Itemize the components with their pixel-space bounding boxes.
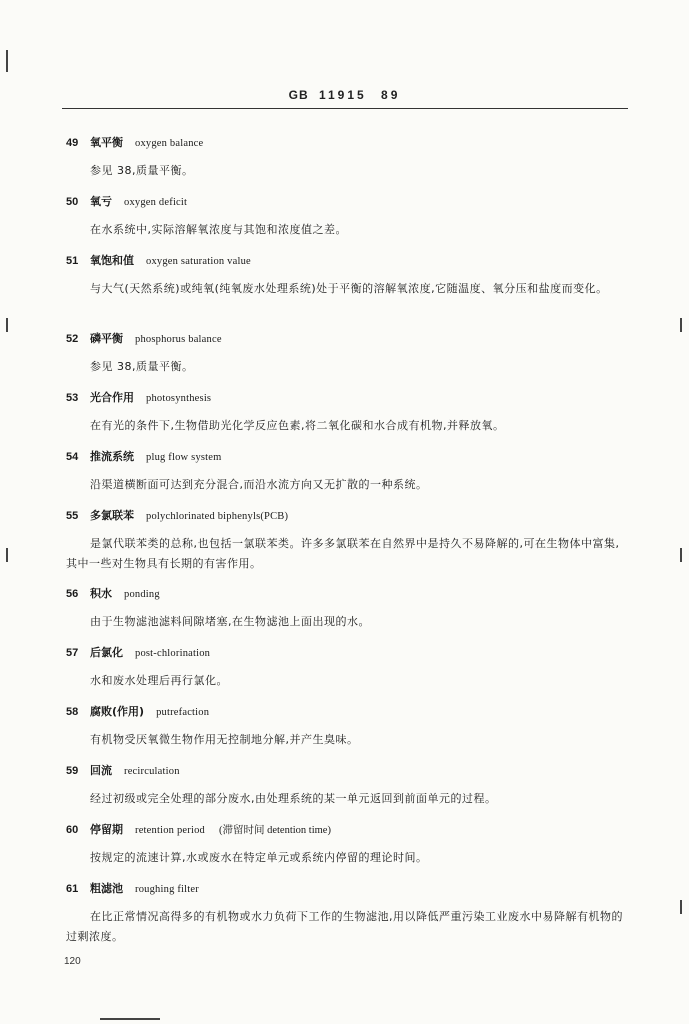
term-number: 55	[66, 510, 79, 522]
term-english: photosynthesis	[146, 393, 212, 404]
term-entry	[0, 699, 689, 758]
term-heading	[66, 821, 331, 837]
scan-mark	[680, 900, 682, 914]
term-number: 52	[66, 333, 79, 345]
scan-mark	[680, 318, 682, 332]
term-definition: 水和废水处理后再行氯化。	[90, 674, 228, 687]
term-synonym: (滞留时间 detention time)	[218, 825, 331, 836]
standard-year: 89	[381, 88, 401, 102]
term-chinese: 推流系统	[90, 450, 134, 463]
term-number: 54	[66, 451, 79, 463]
term-definition: 按规定的流速计算,水或废水在特定单元或系统内停留的理论时间。	[90, 851, 428, 864]
term-heading	[66, 644, 210, 660]
term-heading	[66, 703, 209, 719]
term-english: polychlorinated biphenyls(PCB)	[146, 511, 289, 522]
scan-mark	[6, 548, 8, 562]
term-entry	[0, 189, 689, 248]
term-heading	[66, 448, 222, 464]
term-chinese: 回流	[90, 764, 112, 777]
term-chinese: 粗滤池	[90, 882, 123, 895]
term-number: 49	[66, 137, 79, 149]
term-definition: 参见 38,质量平衡。	[90, 164, 194, 177]
term-chinese: 腐败(作用)	[90, 705, 145, 718]
term-heading	[66, 762, 180, 778]
scan-mark	[100, 1018, 160, 1020]
standard-code: GB	[288, 88, 309, 102]
term-number: 61	[66, 883, 79, 895]
header-rule	[62, 108, 628, 109]
term-heading	[66, 193, 187, 209]
term-heading	[66, 389, 211, 405]
term-entry	[0, 758, 689, 817]
term-number: 59	[66, 765, 79, 777]
term-number: 60	[66, 824, 79, 836]
term-entry	[0, 817, 689, 876]
term-entry	[0, 130, 689, 189]
term-entry	[0, 503, 689, 581]
term-heading	[66, 252, 251, 268]
term-number: 53	[66, 392, 79, 404]
term-entry	[0, 248, 689, 326]
term-chinese: 氧平衡	[90, 136, 123, 149]
term-chinese: 后氯化	[90, 646, 123, 659]
term-definition: 在水系统中,实际溶解氧浓度与其饱和浓度值之差。	[90, 223, 347, 236]
term-definition: 在有光的条件下,生物借助光化学反应色素,将二氧化碳和水合成有机物,并释放氧。	[90, 419, 505, 432]
term-english: recirculation	[124, 766, 180, 777]
term-chinese: 磷平衡	[90, 332, 123, 345]
term-english: oxygen balance	[135, 138, 204, 149]
term-chinese: 光合作用	[90, 391, 134, 404]
term-chinese: 氧饱和值	[90, 254, 134, 267]
term-entry	[0, 444, 689, 503]
term-english: post-chlorination	[135, 648, 211, 659]
term-number: 58	[66, 706, 79, 718]
term-number: 51	[66, 255, 79, 267]
term-number: 57	[66, 647, 79, 659]
term-definition: 经过初级或完全处理的部分废水,由处理系统的某一单元返回到前面单元的过程。	[90, 792, 497, 805]
term-heading	[66, 507, 288, 523]
term-english: putrefaction	[156, 707, 210, 718]
term-entry	[0, 581, 689, 640]
scan-mark	[680, 548, 682, 562]
term-definition: 有机物受厌氧微生物作用无控制地分解,并产生臭味。	[90, 733, 359, 746]
term-chinese: 停留期	[90, 823, 123, 836]
term-definition: 与大气(天然系统)或纯氧(纯氧废水处理系统)处于平衡的溶解氧浓度,它随温度、氧分压和盐度而变化。	[90, 282, 608, 295]
term-english: plug flow system	[146, 452, 222, 463]
term-number: 56	[66, 588, 79, 600]
term-english: ponding	[124, 589, 160, 600]
term-english: oxygen saturation value	[146, 256, 251, 267]
term-number: 50	[66, 196, 79, 208]
scan-mark	[6, 50, 8, 72]
term-heading	[66, 330, 222, 346]
term-english: oxygen deficit	[124, 197, 188, 208]
term-definition: 由于生物滤池滤料间隙堵塞,在生物滤池上面出现的水。	[90, 615, 370, 628]
term-definition: 沿渠道横断面可达到充分混合,而沿水流方向又无扩散的一种系统。	[90, 478, 428, 491]
term-english: phosphorus balance	[135, 334, 222, 345]
term-entry	[0, 640, 689, 699]
standard-number: 11915	[318, 88, 367, 102]
term-english: roughing filter	[135, 884, 199, 895]
term-entry	[0, 876, 689, 954]
term-heading	[66, 880, 199, 896]
term-english: retention period	[135, 825, 205, 836]
term-chinese: 氧亏	[90, 195, 112, 208]
scan-mark	[6, 318, 8, 332]
page-number: 120	[64, 956, 81, 967]
term-chinese: 多氯联苯	[90, 509, 134, 522]
term-entry	[0, 385, 689, 444]
term-heading	[66, 134, 203, 150]
term-chinese: 积水	[90, 587, 112, 600]
term-heading	[66, 585, 160, 601]
term-definition: 是氯代联苯类的总称,也包括一氯联苯类。许多多氯联苯在自然界中是持久不易降解的,可在生物体中富集,其中一些对生物具有长期的有害作用。	[66, 537, 620, 570]
term-list	[0, 130, 689, 954]
page-header	[0, 88, 689, 102]
term-entry	[0, 326, 689, 385]
term-definition: 参见 38,质量平衡。	[90, 360, 194, 373]
term-definition: 在比正常情况高得多的有机物或水力负荷下工作的生物滤池,用以降低严重污染工业废水中易降解有机物的过剩浓度。	[66, 910, 623, 943]
